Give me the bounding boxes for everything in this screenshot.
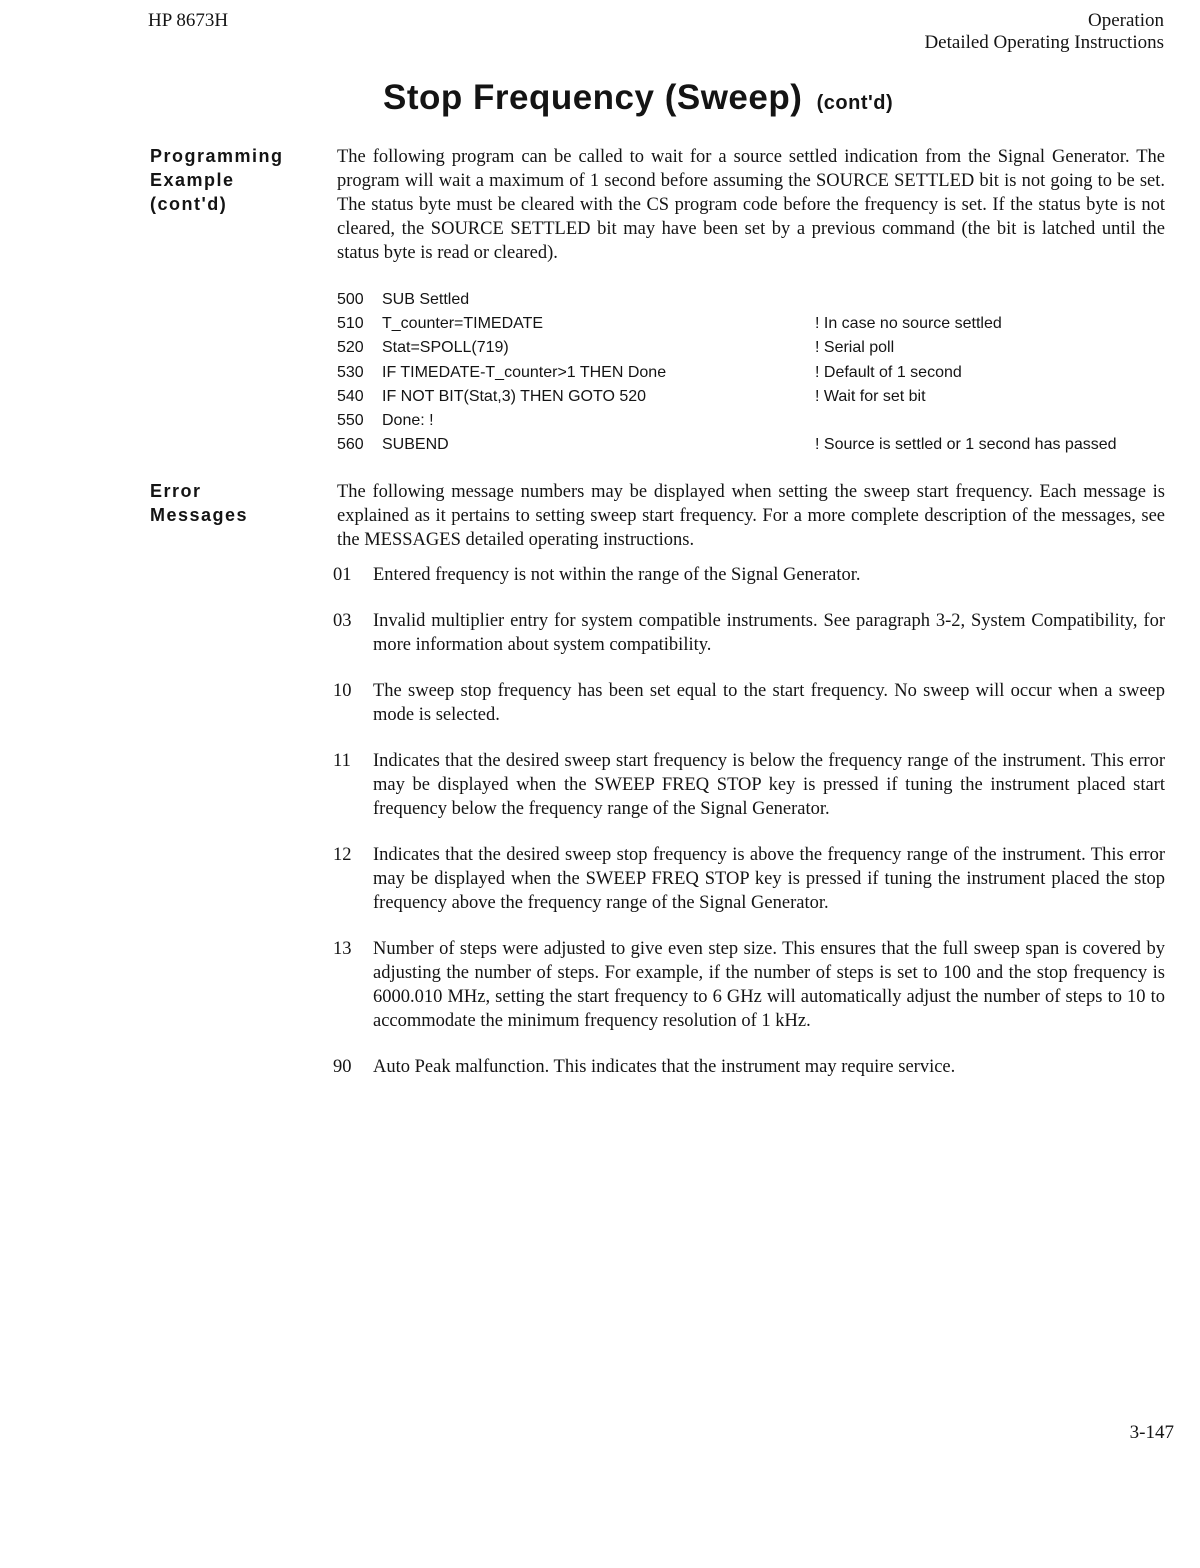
page-title: [383, 78, 893, 118]
code-statement: T_counter=TIMEDATE: [382, 315, 544, 333]
code-line-number: 550: [337, 411, 364, 429]
code-line: [337, 361, 1167, 385]
program-listing: [337, 288, 1167, 457]
error-message-number: 10: [333, 681, 352, 701]
code-line: [337, 336, 1167, 360]
header-section-block: [924, 10, 1164, 54]
error-message-item: [333, 843, 1165, 915]
programming-intro-paragraph: The following program can be called to wait for a source settled indication from the Signal Generator. The program will wait a maximum of 1 second before assuming the SOURCE SETTLED bit is not going to be set. The status byte must be cleared with the CS program code before the frequency is set. If the status byte is not cleared, the SOURCE SETTLED bit may have been set by a previous command (the bit is latched until the status byte is read or cleared).: [337, 147, 1165, 263]
code-statement: IF TIMEDATE-T_counter>1 THEN Done: [382, 363, 667, 381]
error-message-item: [333, 937, 1165, 1033]
page-title-suffix: (cont'd): [816, 92, 894, 114]
header-subsection: Detailed Operating Instructions: [924, 32, 1164, 53]
code-line-number: 530: [337, 363, 364, 381]
code-comment: [815, 288, 1167, 312]
code-line-number: 500: [337, 291, 364, 308]
side-label-line: Error: [150, 481, 202, 501]
code-line: [337, 312, 1167, 336]
error-message-item: [333, 1055, 1165, 1079]
error-message-number: 11: [333, 751, 351, 771]
error-message-number: 13: [333, 939, 352, 959]
error-message-text: Invalid multiplier entry for system compatible instruments. See paragraph 3-2, System Compatibility, for more information about system compatibility.: [373, 611, 1165, 655]
code-statement: Stat=SPOLL(719): [382, 339, 509, 357]
error-message-text: Indicates that the desired sweep stop frequency is above the frequency range of the instrument. This error may be displayed when the SWEEP FREQ STOP key is pressed if tuning the instrument placed the stop frequency above the frequency range of the Signal Generator.: [373, 845, 1165, 913]
code-comment: ! Wait for set bit: [815, 387, 926, 405]
page-title-main: Stop Frequency (Sweep): [383, 78, 803, 117]
code-line: [337, 433, 1167, 457]
code-line: [337, 288, 1167, 312]
code-line-number: 540: [337, 387, 364, 405]
header-section: Operation: [1088, 10, 1164, 31]
code-statement: SUBEND: [382, 436, 449, 454]
code-line-number: 560: [337, 436, 364, 454]
error-message-list: [333, 563, 1165, 1101]
error-message-text: Indicates that the desired sweep start frequency is below the frequency range of the instrument. This error may be displayed when the SWEEP FREQ STOP key is pressed if tuning the instrument placed start frequency below the frequency range of the Signal Generator.: [373, 751, 1165, 819]
code-line: [337, 385, 1167, 409]
error-messages-label: [150, 479, 325, 527]
error-message-number: 01: [333, 565, 352, 585]
code-comment: ! In case no source settled: [815, 315, 1002, 333]
code-line-number: 520: [337, 339, 364, 357]
error-message-item: [333, 563, 1165, 587]
error-message-item: [333, 679, 1165, 727]
code-statement: IF NOT BIT(Stat,3) THEN GOTO 520: [382, 387, 647, 405]
code-line: [337, 409, 1167, 433]
error-message-number: 90: [333, 1057, 352, 1077]
error-message-text: Number of steps were adjusted to give even step size. This ensures that the full sweep span is covered by adjusting the number of steps. For example, if the number of steps is set to 100 and the stop frequency is 6000.010 MHz, setting the start frequency to 6 GHz will automatically adjust the number of steps to 10 to accommodate the minimum frequency resolution of 1 kHz.: [373, 939, 1165, 1031]
error-message-text: Entered frequency is not within the range of the Signal Generator.: [373, 565, 861, 585]
side-label-line: Messages: [150, 505, 249, 525]
error-message-text: The sweep stop frequency has been set equal to the start frequency. No sweep will occur when a sweep mode is selected.: [373, 681, 1165, 725]
error-message-number: 12: [333, 845, 352, 865]
page-number: 3-147: [1129, 1422, 1174, 1443]
side-label-line: Programming: [150, 146, 284, 166]
code-line-number: 510: [337, 315, 364, 333]
error-message-text: Auto Peak malfunction. This indicates that the instrument may require service.: [373, 1057, 956, 1077]
code-comment: ! Serial poll: [815, 339, 895, 357]
header-model: HP 8673H: [148, 10, 229, 31]
code-statement: SUB Settled: [382, 291, 470, 308]
code-comment: ! Default of 1 second: [815, 363, 962, 381]
code-statement: Done: !: [382, 411, 434, 429]
side-label-line: Example: [150, 170, 235, 190]
programming-example-label: [150, 144, 325, 216]
code-comment: [815, 409, 1167, 433]
error-message-number: 03: [333, 611, 352, 631]
error-intro-paragraph: The following message numbers may be displayed when setting the sweep start frequency. Each message is explained as it pertains to setting sweep start frequency. For a more complete description of the messages, see the MESSAGES detailed operating instructions.: [337, 482, 1165, 550]
code-comment: ! Source is settled or 1 second has passed: [815, 436, 1117, 454]
side-label-line: (cont'd): [150, 194, 228, 214]
error-message-item: [333, 749, 1165, 821]
error-message-item: [333, 609, 1165, 657]
